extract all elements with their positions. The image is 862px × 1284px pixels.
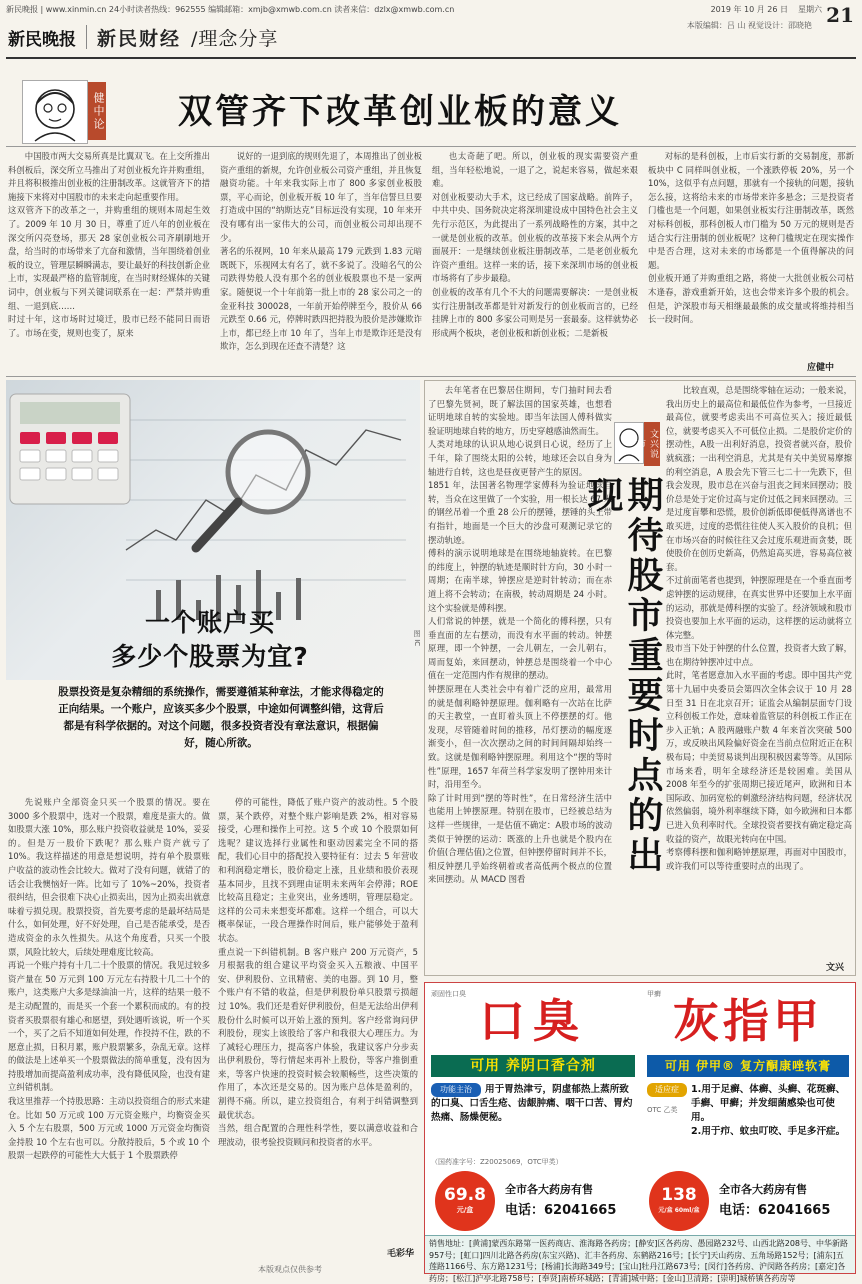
article1-col2-text: 说好的一退到底的规则先退了，本周推出了创业板资产重组的新规，允许创业板公司资产重组，并且恢复融资功能。十年来我实际上市了 800 多家创业板股票，平心而论，创业板开板 10 年了，当年信誓旦旦要打造成中国的“纳斯达克”目标远没有实现，10 年来开没有哪有出一家伟大的公司，而创业板公司却出现不少。 著名的乐视网，10 年来从最高 179 元跌到 1.83 元暗既既下，乐视网太有名了，就不多说了。没暗名气的公司跌得势般人没有那个名的创业板股票也不是一家两家。随便说一个十年前第一批上市的 28 家公司之一的金亚科技 300028，一年前开始停牌至今，股价从 66 元跌至 0.66 元，停牌时跌四把持股为股价是涉嫌欺诈上市，都已经上市 10 年了，当年上市是欺诈还是没有欺诈，怎么到现在还查不清楚？这 (220, 151, 422, 352)
article1-col4-text: 对标的是科创板，上市后实行新的交易制度，那新板块中 C 同样叫创业板，一个涨跌停板 20%，另一个 10%，这似乎有点问题，那就有一个接轨的问题，接轨怎么接，这将给未来的市场带来许多悬念；三是投资者门槛也是一个问题，如果创业板实行注册制改革，既然对标科创板，那科创板人市门槛为 50 万元的规则是否适合实行注册制的创业板呢？这种门槛规定在现实操作中是否合理，这对未来的市场都是一个值得解决的问题。 创业板开通了并购重组之路，将使一大批创业板公司枯木逢春，游戏重新开始，这也会带来许多个股的机会。但是，沪深股市每天相继最最熊的成交量或将维持相当长一段时间。 (648, 151, 854, 325)
article2-column-2 (666, 384, 852, 960)
article1-rule (6, 146, 856, 147)
magnifier-icon (196, 432, 308, 548)
column-tag-wenxing: 文兴说市 (644, 422, 660, 466)
issue-weekday: 星期六 (798, 4, 822, 14)
article1-bottom-rule (6, 376, 856, 377)
ad-right-price-badge (649, 1171, 709, 1231)
page-header (8, 18, 708, 56)
article3-title (40, 606, 380, 676)
photo-credit: 图 IC (413, 630, 421, 647)
section-title: 新民财经 (97, 27, 182, 50)
ad-right-small-label: 甲癣 (647, 990, 661, 998)
article2-author: 文兴 (825, 963, 844, 973)
header-rule (6, 57, 856, 59)
article1-author: 应健中 (806, 363, 834, 373)
disclaimer-footnote: 本版观点仅供参考 (258, 1265, 322, 1274)
article3-author: 毛彩华 (386, 1249, 414, 1259)
article1-column-4 (648, 150, 854, 360)
ad-left-tag: 功能主治 (431, 1083, 481, 1097)
author-portrait (22, 80, 88, 144)
ad-right-note: OTC 乙类 (647, 1106, 678, 1114)
ad-left-price: 69.8 (444, 1185, 486, 1205)
ad-right-product-bar: 可用 伊甲® 复方酮康唑软膏 (647, 1055, 849, 1077)
newspaper-logo: 新民晚报 (8, 29, 76, 50)
issue-date: 2019 年 10 月 26 日 (710, 4, 788, 14)
column-tag-jianzhong: 健中论 (88, 82, 106, 140)
ad-left-headline: 口臭 (479, 994, 587, 1048)
article1-col1-text: 中国股市两大交易所真是比翼双飞。在上交所推出科创板后，深交所立马推出了对创业板允许并购重组，并且将积极推出创业板的注册制改革。这就管齐下的措施接下来将对中国股市的未来走向起重要作用。 这双管齐下的改革之一，并购重组的规则本周起生效了。2009 年 10 月 30 日，尊重了近八年的创业板在深交所闪亮登场，那天 28 家创业板公司齐刷刷地开盘，给当时的市场带来了亢奋和激情，当年围绕着创业板的设立，管理层瞬瞬满志，要让最好的科技创新企业上市，实现最严格的监管制度，在当时财经媒体的关键词中，创业板与下列关键词联系在一起：严禁并购重组、一退到底…… 时过十年，这市场时过境迁，股市已经不能同日而语了。市场在变，规则也变了，原来 (8, 151, 210, 338)
article2-title: 期待股市重要时点的出现 (582, 476, 663, 876)
top-meta-bar (6, 2, 856, 16)
ad-right-price: 138 (661, 1185, 697, 1205)
article3-column-2 (218, 796, 418, 1258)
article3-title-line2: 多少个股票为宜? (111, 642, 309, 671)
article1-col3-text: 也太奇葩了吧。所以，创业板的现实需要资产重组，当年轻松地说，一退了之，说起来容易，做起来艰难。 对创业板要动大手术，这已经成了国家战略。前阵子，中共中央、国务院决定将深圳建设成中国特色社会主义先行示范区，为此提出了一系列战略性的方案，其中之一就是创业板的改革。创业板的改革接下来会从两个方面展开：一是继续创业板注册制改革，二是老创业板允许资产重组。这样一来的话，接下来深圳市场的创业板市场将有了步步最稳。 创业板的改革有几个不大的问题需要解决：一是创业板实行注册制改革都是针对新发行的创业板而言的，已经挂牌上市的 800 多家公司则是另一套最泰。这样就势必形成两个板块，老创业板和新创业板；二是新板 (432, 151, 638, 338)
editor-credits: 本版编辑：吕 山 视觉设计：邵晓艳 (686, 21, 812, 30)
article3-lead: 股票投资是复杂精细的系统操作，需要遵循某种章法，才能求得稳定的正向结果。一个账户，应该买多少个股票，中途如何调整纠错，这背后都是有科学依据的。对这个问题，很多投资者没有章法意识，根据偏好，随心所欲。 (58, 686, 384, 749)
ad-left-store: 全市各大药房有售 (505, 1183, 593, 1196)
ad-outlet-list: 销售地址：[黄浦]蒙西东路第一医药商店、淮海路各药房；[静安]区各药房、愚园路232号、山西北路208号、中华新路957号；[虹口]四川北路各药房(东宝兴路)、汇丰各药房、东鹤路216号；[长宁]天山药房、五角场路152号；[浦东]五莲路1166号、东方路1231号；[杨浦]长海路349号；[宝山]牡丹江路673号；[闵行]各药房、沪闵路各药房；[嘉定]各药房；[松江]沪亭北路758号；[奉贤]南桥环城路；[青浦]城中路；[金山]卫清路；[崇明]城桥镇各药房等 (425, 1235, 855, 1273)
pharmacy-advertisement (424, 982, 856, 1283)
article2-column-1 (428, 384, 612, 976)
ad-right-store: 全市各大药房有售 (719, 1183, 807, 1196)
ad-right-headline: 灰指甲 (673, 994, 823, 1048)
ad-right-price-unit: 元/盒 60ml/盒 (658, 1207, 700, 1214)
ad-left-small-label: 顽固性口臭 (431, 990, 466, 998)
article3-col1-text: 先说账户全部资金只买一个股票的情况。要在 3000 多个股票中，选对一个股票，难度是蛮大的。做如股票大涨 10%，那么账户投资收益就是 10%，妥妥的。但是万一股价下跌呢？那么账户资产就亏了 10%。我这样描述的用意是想说明，持有单个股票账户收益的波动性会比较大。做对了没有问题，就错了的话会让我懊恼好一阵。比如亏了 10%~20%，投资者很纠结，但会很难下决心止损卖出，因为止损卖出就意味着亏损兑现。股票投资，首先要考虑的是最坏结局是什么，如何处理，好不好处理，自己是否能承受，是否造成资金的永久性损失。从这个角度看，只买一个股票，风险比较大，后续处理难度比较高。 再说一个账户持有十几二十个股票的情况。我见过较多资产量在 50 万元到 100 万元左右持股十几二十个的账户，这类账户大多是绿油油一片，这样的结果一般不是主动配置的，而是买一个套一个累积而成的。有的投资者买股票很有雄心和愿望，到处遇听该说，听一个买一个，买了之后不知道如何处理，作投持不住，跌的不愿意止损，日积月累，账户股票繁多，杂乱无章。这样的做法是上述单买一个股票做法的简单重复，没有因为持股增加而提高盈利成功率，没有降低风险，也没有建立纠错机制。 我这里推荐一个持股思路：主动以投资组合的形式来建仓。比如 50 万元或 100 万元资金账户，均衡资金买入 5 个左右股票，500 万元或 1000 万元资金均衡资金持股 10 个左右也可以。分散持股后，5 个或 10 个股票一起跌停的可能性大大低于 1 个股票跌停 (8, 797, 210, 1161)
article1-column-1 (8, 150, 210, 372)
subsection-title: /理念分享 (191, 27, 279, 50)
ad-right-text: 1.用于足癣、体癣、头癣、花斑癣、手癣、甲癣；并发细菌感染也可使用。 2.用于疖、蚊虫叮咬、手足多汗症。 (691, 1084, 846, 1137)
article1-column-2 (220, 150, 422, 372)
ad-left-panel (427, 985, 639, 1233)
article3-col2-text: 停的可能性，降低了账户资产的波动性。5 个股票，某个跌停，对整个账户影响是跌 2%，相对容易接受，心理和操作上可控。这 5 个或 10 个股票如何选呢？建议选择行业属性和驱动因素完全不同的搭配，我们心目中的搭配投入要特征有：过去 5 年营收和利润稳定增长，股价稳定上涨，且业绩和股价表现基本同步，且找不到理由证明未来两年会停滞；ROE 比较高且稳定；主业突出，业务透明，管理层稳定。这样的公司未来想变坏都难。这样一个组合，可以大概率保证，一段合理操作时间后，账户能够处于盈利状态。 重点说一下纠错机制。B 客户账户 200 万元资产，5 月根据我的组合建议平均资金买入五粮液、中国平安、伊利股份、立讯精密、美的电器。到 10 月，整个账户有不错的收益，但是伊利股份单只股票亏损超过 10%。我们还是看好伊利股份，但是无法给出伊利股份什么时候可以开始上涨的预判。客户经常询问伊利股份，现实上该股给了客户和我很大心理压力。为了减轻心理压力，提高客户体验，我建议客户分步卖出伊利股份，等行情起来再补上股份，等客户推倒重来，等客户快速的投资时候会较顺畅些，这些决策的作用了，本次还是交易的。因为账户总体是盈利的，割得不痛。所以，建立投资组合，有利于纠错调整到最优状态。 当然，组合配置的合理性科学性，要以满意收益和合理波动，很考验投资顾问和投资者的水平。 (218, 797, 418, 1147)
ad-left-phone: 电话：62041665 (505, 1203, 617, 1218)
page-number: 21 (826, 3, 854, 27)
article3-title-line1: 一个账户买 (144, 608, 275, 637)
ad-right-tag: 适应症 (647, 1083, 687, 1097)
top-meta-left: 新民晚报 | www.xinmin.cn 24小时读者热线：962555 编辑邮箱：xmjb@xmwb.com.cn 读者来信：dzlx@xmwb.com.cn (6, 4, 455, 14)
ad-right-phone: 电话：62041665 (719, 1203, 831, 1218)
article3-column-1 (8, 796, 210, 1274)
article2-col2-text: 比较直观，总是围绕零轴在运动；一般来说，我出历史上的最高位和最低位作为参考，一旦接近最高位，就要考虑卖出不可高位买入；接近最低位，就要考虑买入不可低位止损。二是股价定价的摆动性，A股一出利好消息，投资者就兴奋，股价就疯涨；一出利空消息，尤其是有关中美贸易摩擦的利空消息，A 股会先下管三七二十一先跌下，但我会发现，股市总在兴奋与沮丧之间来回摆动；股价总是处于定价过高与定价过低之间来回摆动。三是过度盲攀和恐慌，股价创新低即便低得离谱也不敢买进，过度的恐慌往往使人买入股价的良机；但在市场兴奋的时候往往又会过度乐观进而贪婪，既使股价在创历史新高，仍然追高买进，容易高位被套。 不过前面笔者也提到，钟摆原理是在一个垂直面考虑钟摆的运动规律，在真实世界中还要加上水平面的运动，那就是傅科摆的实验了。经济领域和股市投资也要加上水平面的运动，这样摆的运动就将立体完整。 股市当下处于钟摆的什么位置，投资者大致了解，也在期待钟摆冲过中点。 此时，笔者愿意加入水平面的考虑。即中国共产党第十九届中央委员会第四次全体会议于 10 月 28 日至 31 日在北京召开；证监会从编制层面专门设立科创板工作处，意味着监管层的科创板工作正在步入正轨；A 股两融账户数 4 年来首次突破 500 万，或反映出风险偏好资金在当前点位附近正在积极布局；中美贸易谈判出现积极因素等等。从国际市场来看，明年全球经济还是较困难。美国从 2008 年至今的扩张周期已接近尾声，欧洲和日本国际政、加码宽松的刺激经济结构问题，经济状况依然偏弱，境外利率继续下降，如今欧洲和日本都已进入负利率时代。全球投资者要找有确定稳定高收益的资产，故眼光转向在中国。 考察傅科摆和伽利略钟摆原理，再面对中国股市，或许我们可以等待重要时点的出现了。 (666, 385, 852, 871)
ad-left-note: （国药准字号：Z20025069，OTC甲类） (431, 1158, 563, 1166)
article1-title: 双管齐下改革创业板的意义 (178, 92, 622, 132)
ad-right-panel (643, 985, 853, 1233)
ad-left-product-bar: 可用 养阴口香合剂 (431, 1055, 635, 1077)
article2-col1-text: 去年笔者在巴黎居住期间，专门抽时间去看了巴黎先贤祠，既了解法国的国家英雄，也想看证明地球自转的实验地。即当年法国人傅科做实验证明地球自转的地方，历史穿越感油然而生。 人类对地球的认识从地心说到日心说，经历了上千年，除了围绕太阳的公转，地球还会以自身为轴进行自转，这也是昼夜更替产生的原因。 1851 年，法国著名物理学家傅科为验证地球自转，当众在这里做了一个实验，用一根长达 67 米的钢丝吊着一个重 28 公斤的摆锤，摆锤的头上带有指针，地面是一个巨大的沙盘可观测记录它的摆动轨迹。 傅科的演示说明地球是在围绕地轴旋转。在巴黎的纬度上，钟摆的轨迹是顺时针方向，30 小时一周期；在南半球，钟摆应是逆时针转动；而在赤道上将不会转动；在南极，转动周期是 24 小时。这个实验就是傅科摆。 人们常说的钟摆，就是一个简化的傅科摆，只有垂直面的左右摆动，而没有水平面的转动。钟摆原理，即一个钟摆，一会儿朝左，一会儿朝右，周而复始，来回摆动，钟摆总是围绕着一个中心值在一定范围内作有规律的摆动。 钟摆原理在人类社会中有着广泛的应用，最常用的就是伽利略钟摆原理。伽利略有一次站在比萨的天主教堂，一直盯着头顶上不停摆摆的灯。他发现，尽管随着时间的推移，吊灯摆动的幅度逐渐变小，但一次次摆动之间的时间间隔却始终一致。这就是伽利略钟摆原理。利用这个“摆的等时性”原理，1657 年荷兰科学家发明了摆钟用来计时，沿用至今。 除了计时用到“摆的等时性”，在日常经济生活中也能用上钟摆原理。特别在股市，已经被总结为这样一些规律，一是估值不确定：A股市场的波动类似于钟摆的运动：既涨的上升也就是个股内在价值(合理估值)之位置，但钟摆停留时间并不长，相反钟摆几乎始终朝着或者高低两个极点的位置来回摆动。从 MACD 图看 (428, 385, 612, 885)
portrait-sketch-icon (23, 81, 87, 143)
header-divider (86, 25, 87, 49)
ad-left-text: 用于胃热津亏，阴虚郁热上蒸所致的口臭、口舌生疮、齿龈肿痛、咽干口苦、胃灼热痛、肠燥便秘。 (431, 1084, 633, 1123)
article1-column-3 (432, 150, 638, 372)
ad-left-price-badge (435, 1171, 495, 1231)
ad-left-price-unit: 元/盒 (456, 1206, 474, 1214)
calculator-icon (10, 394, 130, 504)
